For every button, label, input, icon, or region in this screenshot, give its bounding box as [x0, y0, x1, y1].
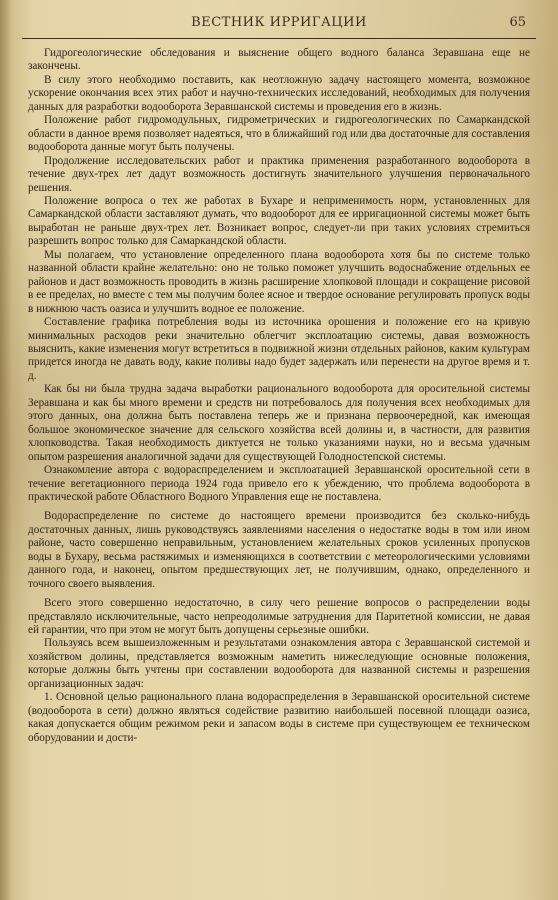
paragraph: Мы полагаем, что установление определенного плана водооборота хотя бы по системе только названной области крайне желательно: оно не только поможет улучшить водоснабжение отдельных ее районов и даст возможность проводить в жизнь расширение хлопковой площади и сокращение рисовой в ее пределах, но вместе с тем мы получим более ясное и твердое основание регулировать пропуск воды в нижнюю часть оазиса и улучшить водное ее положение.	[28, 248, 530, 315]
paragraph: Водораспределение по системе до настоящего времени производится без сколько-нибудь достаточных данных, лишь руководствуясь заявлениями населения о недостатке воды в том или ином районе, часто совершенно неправильным, установлением желательных сроков усиленных пропусков воды в Бухару, весьма растяжимых и изменяющихся в соответствии с метеорологическими условиями данного года, и наконец, опытом предшествующих лет, не получившим, однако, определенного и точного своего выявления.	[28, 510, 530, 590]
paragraph: Положение вопроса о тех же работах в Бухаре и неприменимость норм, установленных для Самаркандской области заставляют думать, что водооборот для ее ирригационной системы может быть выработан не раньше двух-трех лет. Возникает вопрос, следует-ли при таких условиях стремиться разрешить вопрос только для Самаркандской области.	[28, 194, 530, 248]
running-title: ВЕСТНИК ИРРИГАЦИИ	[191, 15, 367, 30]
paragraph: Положение работ гидромодульных, гидрометрических и гидрогеологических по Самаркандской области в данное время позволяет надеяться, что в ближайший год или два достаточные для составления водооборота данные могут быть получены.	[28, 114, 530, 154]
page-number: 65	[509, 15, 526, 30]
paragraph: Составление графика потребления воды из источника орошения и положение его на кривую минимальных расходов реки значительно облегчит эксплоатацию системы, давая возможность выяснить, какие изменения могут встретиться в подвижной жизни отдельных районов, каким культурам придется иногда не давать воду, какие поливы надо будет задержать или перенести на другое время и т. д.	[28, 316, 530, 382]
article-body	[28, 47, 530, 745]
numbered-paragraph: 1. Основной целью рационального плана водораспределения в Зеравшанской оросительной системе (водооборота в сети) должно являться содействие развитию наибольшей посевной площади оазиса, какая допускается общим режимом реки и запасом воды в системе при существующем ее техническом оборудовании и дости-	[28, 691, 530, 744]
paragraph: Пользуясь всем вышеизложенным и результатами ознакомления автора с Зеравшанской системой и хозяйством долины, представляется возможным наметить нижеследующие основные положения, которые должны быть учтены при составлении водооборота для названной системы и разрешения организационных задач:	[28, 637, 530, 690]
page-edge-shadow	[0, 0, 12, 900]
paragraph: Как бы ни была трудна задача выработки рационального водооборота для оросительной системы Зеравшана и как бы много времени и средств ни потребовалось для получения всех необходимых для этого данных, она должна быть поставлена теперь же и признана первоочередной, как имеющая большое экономическое значение для сельского хозяйства всей долины и, в частности, для развития хлопководства. Такая необходимость диктуется не только указаниями науки, но и весьма удачным опытом разрешения аналогичной задачи для существующей Голодностепской системы.	[28, 383, 530, 463]
page-header	[22, 14, 536, 39]
paragraph: Продолжение исследовательских работ и практика применения разработанного водооборота в течение двух-трех лет дадут возможность достигнуть значительного улучшения первоначального решения.	[28, 154, 530, 194]
paragraph: В силу этого необходимо поставить, как неотложную задачу настоящего момента, возможное ускорение окончания всех этих работ и научно-технических исследований, необходимых для получения данных для разработки водооборота Зеравшанской системы и проведения его в жизнь.	[28, 73, 530, 113]
paragraph: Всего этого совершенно недостаточно, в силу чего решение вопросов о распределении воды представляло исключительные, часто непреодолимые затруднения для Паритетной комиссии, не давая ей гарантии, что при этом не могут быть допущены серьезные ошибки.	[28, 597, 530, 637]
paragraph: Гидрогеологические обследования и выяснение общего водного баланса Зеравшана еще не закончены.	[28, 47, 530, 73]
paragraph: Ознакомление автора с водораспределением и эксплоатацией Зеравшанской оросительной сети в течение вегетационного периода 1924 года привело его к убеждению, что проблема водооборота в практической работе Областного Водного Управления еще не поставлена.	[28, 464, 530, 503]
